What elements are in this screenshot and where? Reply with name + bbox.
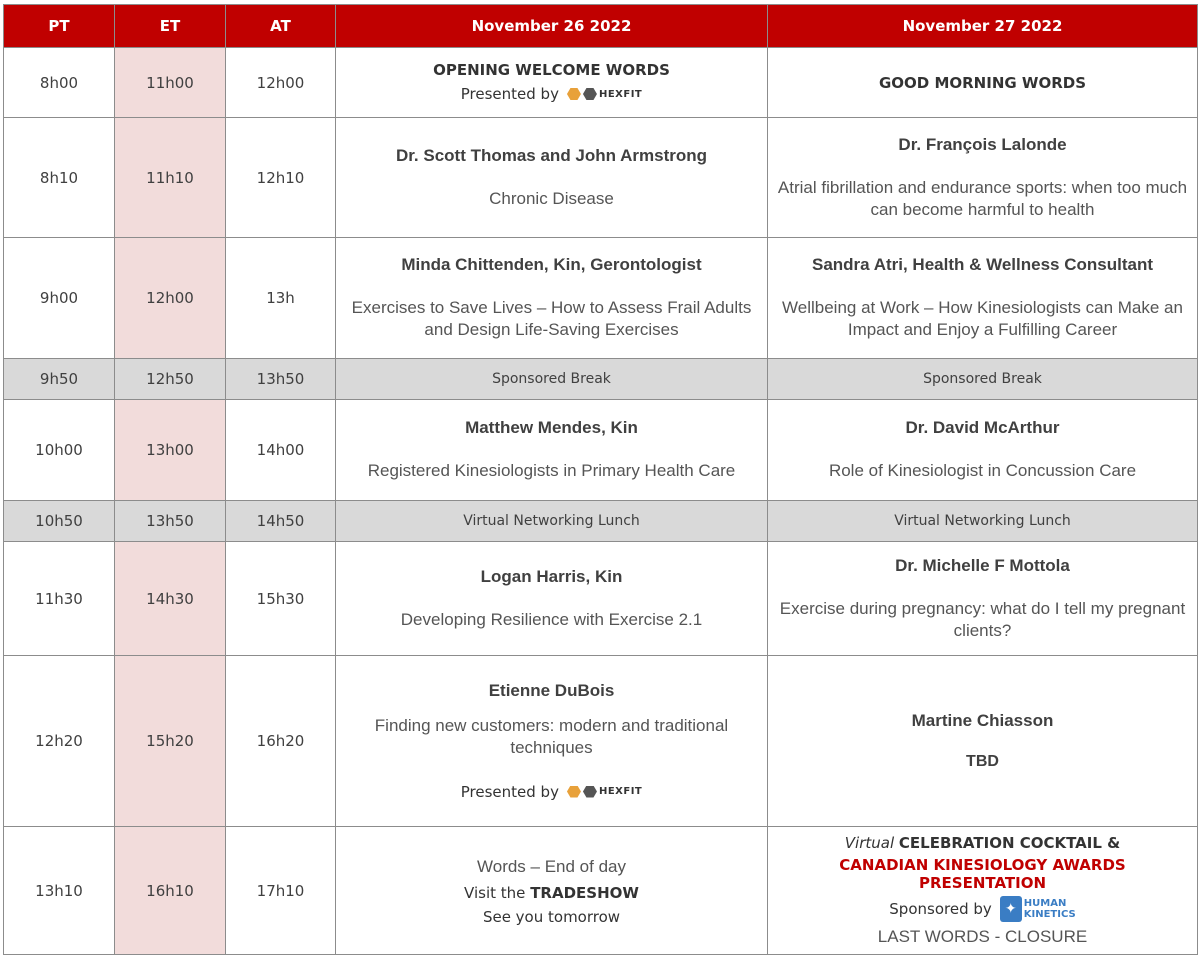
session-day2: [768, 400, 1198, 501]
header-et: ET: [115, 5, 226, 48]
session-title: Exercise during pregnancy: what do I tell my pregnant clients?: [779, 598, 1186, 640]
speaker-name: Logan Harris, Kin: [480, 566, 623, 586]
session-title: Wellbeing at Work – How Kinesiologists can Make an Impact and Enjoy a Fulfilling Career: [782, 298, 1183, 339]
presented-by-label: Presented by: [460, 85, 559, 103]
break-row: [4, 501, 1198, 542]
human-kinetics-icon: ✦: [1000, 896, 1022, 922]
time-pt: 8h10: [4, 118, 115, 238]
time-at: 14h00: [226, 400, 336, 501]
time-pt: 10h50: [4, 501, 115, 542]
presented-by: [461, 85, 643, 103]
session-day2: [768, 118, 1198, 238]
session-title: Chronic Disease: [489, 188, 614, 208]
session-day1: [336, 827, 768, 955]
header-row: [4, 5, 1198, 48]
see-you-text: See you tomorrow: [482, 907, 621, 926]
time-et: 15h20: [115, 656, 226, 827]
awards-title: CANADIAN KINESIOLOGY AWARDS PRESENTATION: [839, 855, 1126, 892]
time-et: 11h10: [115, 118, 226, 238]
speaker-name: Dr. François Lalonde: [898, 134, 1067, 154]
hex-icon: [583, 786, 597, 798]
time-at: 12h00: [226, 48, 336, 118]
logo-line: KINETICS: [1023, 908, 1076, 920]
hex-icon: [583, 88, 597, 100]
time-at: 13h: [226, 238, 336, 359]
session-title: TBD: [966, 753, 999, 770]
table-row: [4, 542, 1198, 656]
break-day1: Sponsored Break: [336, 359, 768, 400]
presented-by: [461, 783, 643, 801]
session-title: Finding new customers: modern and traditional techniques: [374, 715, 729, 757]
session-day2: [768, 656, 1198, 827]
speaker-name: Minda Chittenden, Kin, Gerontologist: [401, 255, 702, 274]
session-heading: OPENING WELCOME WORDS: [433, 61, 670, 79]
header-at: AT: [226, 5, 336, 48]
time-et: 14h30: [115, 542, 226, 656]
closing-text: LAST WORDS - CLOSURE: [877, 926, 1088, 946]
header-pt: PT: [4, 5, 115, 48]
table-row: [4, 238, 1198, 359]
time-et: 12h50: [115, 359, 226, 400]
table-row: [4, 827, 1198, 955]
session-title: Exercises to Save Lives – How to Assess Frail Adults and Design Life-Saving Exercises: [351, 298, 752, 339]
cocktail-label: CELEBRATION COCKTAIL &: [898, 833, 1121, 852]
break-day2: Virtual Networking Lunch: [768, 501, 1198, 542]
hex-icon: [567, 88, 581, 100]
tradeshow-line: [342, 884, 761, 902]
time-pt: 9h00: [4, 238, 115, 359]
session-heading: GOOD MORNING WORDS: [878, 73, 1087, 92]
session-day2: [768, 238, 1198, 359]
header-day1: November 26 2022: [336, 5, 768, 48]
time-et: 13h00: [115, 400, 226, 501]
table-row: [4, 400, 1198, 501]
time-at: 13h50: [226, 359, 336, 400]
hexfit-logo-text: HEXFIT: [598, 88, 643, 100]
schedule-table: [3, 4, 1198, 955]
time-et: 12h00: [115, 238, 226, 359]
speaker-name: Etienne DuBois: [488, 680, 615, 700]
hexfit-logo: [567, 786, 642, 798]
time-et: 11h00: [115, 48, 226, 118]
hex-icon: [567, 786, 581, 798]
human-kinetics-logo: [1000, 896, 1076, 922]
time-at: 14h50: [226, 501, 336, 542]
session-title: Developing Resilience with Exercise 2.1: [400, 609, 703, 629]
presented-by-label: Presented by: [460, 782, 559, 801]
tradeshow-link: TRADESHOW: [530, 883, 639, 902]
virtual-label: Virtual: [844, 833, 895, 852]
session-title: Atrial fibrillation and endurance sports: when too much can become harmful to health: [777, 177, 1188, 219]
end-of-day-text: Words – End of day: [477, 856, 626, 876]
table-row: [4, 656, 1198, 827]
time-pt: 9h50: [4, 359, 115, 400]
break-day1: Virtual Networking Lunch: [336, 501, 768, 542]
time-pt: 8h00: [4, 48, 115, 118]
sponsored-by-label: Sponsored by: [889, 899, 992, 918]
speaker-name: Dr. David McArthur: [905, 418, 1060, 437]
hexfit-logo-text: HEXFIT: [598, 786, 643, 797]
session-day1: [336, 238, 768, 359]
session-day2: [768, 827, 1198, 955]
sponsored-by: [889, 896, 1075, 922]
session-day2: [768, 542, 1198, 656]
session-day1: [336, 48, 768, 118]
session-title: Role of Kinesiologist in Concussion Care: [828, 461, 1137, 480]
human-kinetics-text: [1024, 898, 1076, 920]
break-day2: Sponsored Break: [768, 359, 1198, 400]
session-day1: [336, 400, 768, 501]
speaker-name: Matthew Mendes, Kin: [465, 418, 638, 437]
logo-line: HUMAN: [1023, 897, 1067, 909]
time-pt: 13h10: [4, 827, 115, 955]
table-row: [4, 48, 1198, 118]
time-pt: 11h30: [4, 542, 115, 656]
session-day1: [336, 118, 768, 238]
time-pt: 12h20: [4, 656, 115, 827]
time-et: 16h10: [115, 827, 226, 955]
table-row: [4, 118, 1198, 238]
speaker-name: Dr. Michelle F Mottola: [895, 555, 1070, 575]
time-at: 17h10: [226, 827, 336, 955]
time-pt: 10h00: [4, 400, 115, 501]
speaker-name: Dr. Scott Thomas and John Armstrong: [395, 145, 708, 165]
time-at: 15h30: [226, 542, 336, 656]
session-day1: [336, 656, 768, 827]
speaker-name: Martine Chiasson: [911, 711, 1054, 730]
visit-prefix: Visit the: [464, 883, 526, 902]
time-at: 12h10: [226, 118, 336, 238]
header-day2: November 27 2022: [768, 5, 1198, 48]
time-at: 16h20: [226, 656, 336, 827]
session-day1: [336, 542, 768, 656]
hexfit-logo: [567, 88, 642, 100]
time-et: 13h50: [115, 501, 226, 542]
speaker-name: Sandra Atri, Health & Wellness Consultant: [811, 255, 1153, 274]
session-day2: [768, 48, 1198, 118]
cocktail-line: [774, 834, 1191, 852]
break-row: [4, 359, 1198, 400]
session-title: Registered Kinesiologists in Primary Health Care: [367, 461, 736, 480]
